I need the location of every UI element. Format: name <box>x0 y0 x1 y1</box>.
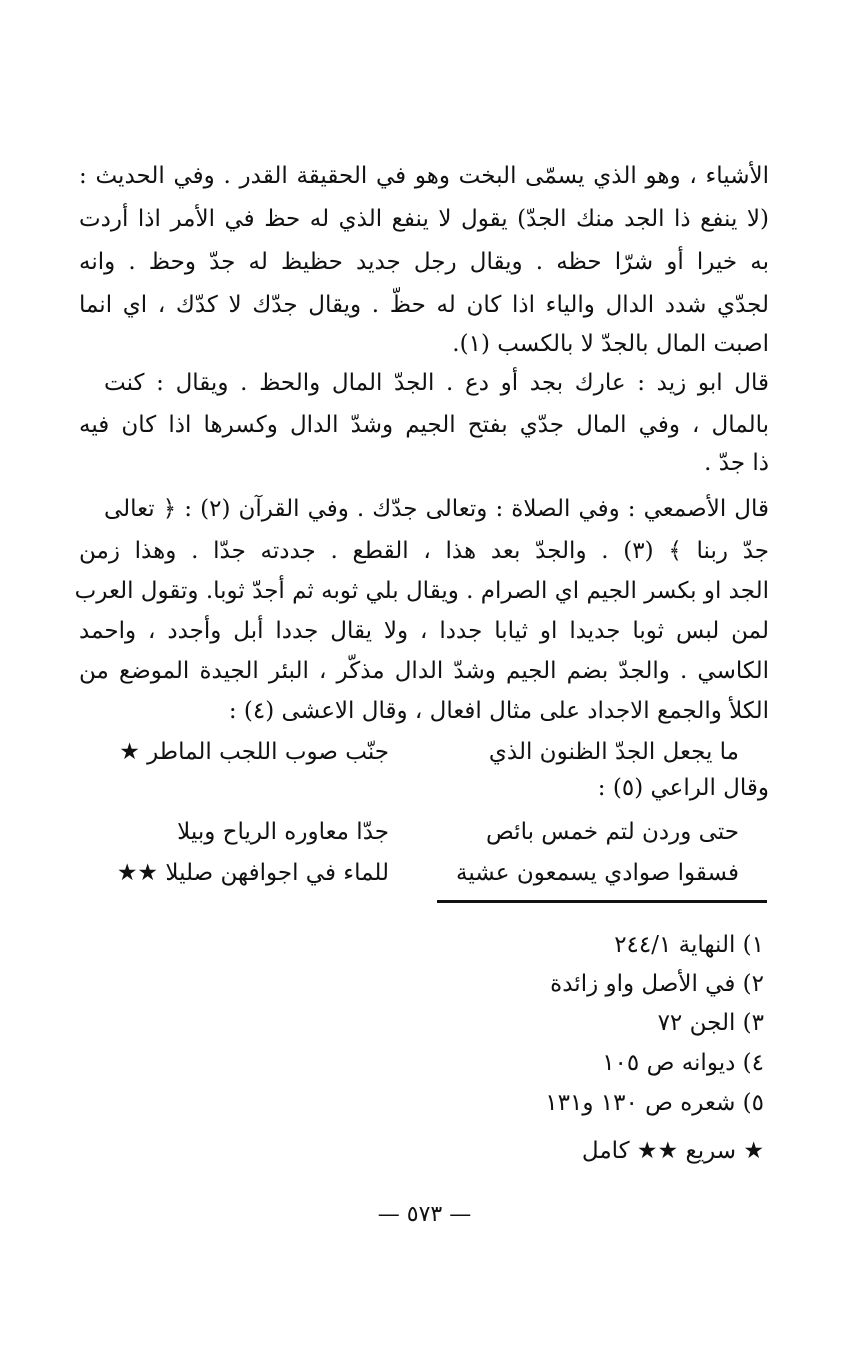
text-line: قال ابو زيد : عارك بجد أو دع . الجدّ المال والحظ . ويقال : كنت <box>104 370 769 396</box>
verse-line <box>59 815 739 849</box>
text-line: بالمال ، وفي المال جدّي بفتح الجيم وشدّ الدال وكسرها اذا كان فيه <box>79 412 769 438</box>
text-line: لجدّي شدد الدال والياء اذا كان له حظّ . ويقال جدّك لا كدّك ، اي انما <box>79 292 769 318</box>
text-line: الكاسي . والجدّ بضم الجيم وشدّ الدال مذكّر ، البئر الجيدة الموضع من <box>79 658 769 684</box>
text-line: الكلأ والجمع الاجداد على مثال افعال ، وقال الاعشى (٤) : <box>228 698 769 724</box>
verse-hemistich-second: جنّب صوب اللجب الماطر ★ <box>119 739 389 765</box>
text-line: الجد او بكسر الجيم اي الصرام . ويقال بلي ثوبه ثم أجدّ ثوبا. وتقول العرب <box>74 578 769 604</box>
text-line: (لا ينفع ذا الجد منك الجدّ) يقول لا ينفع الذي له حظ في الأمر اذا أردت <box>79 206 769 232</box>
footnote: ٢) في الأصل واو زائدة <box>550 971 764 997</box>
verse-line <box>59 856 739 890</box>
footnote: ٥) شعره ص ١٣٠ و١٣١ <box>545 1090 764 1116</box>
footnote-divider <box>437 900 767 903</box>
verse-hemistich-second: للماء في اجوافهن صليلا ★★ <box>116 860 389 886</box>
text-line: به خيرا أو شرّا حظه . ويقال رجل جديد حظيظ له جدّ وحظ . وانه <box>79 249 769 275</box>
text-line: ذا جدّ . <box>704 450 769 476</box>
footnote: ٤) ديوانه ص ١٠٥ <box>602 1050 764 1076</box>
footnote: ٣) الجن ٧٢ <box>657 1010 764 1036</box>
verse-hemistich-second: جدّا معاوره الرياح وبيلا <box>177 819 389 845</box>
meter-note: ★ سريع ★★ كامل <box>581 1138 764 1164</box>
text-line: لمن لبس ثوبا جديدا او ثيابا جددا ، ولا يقال جددا أبل وأجدد ، واحمد <box>79 618 769 644</box>
verse-intro: وقال الراعي (٥) : <box>597 775 769 801</box>
verse-hemistich-first: ما يجعل الجدّ الظنون الذي <box>488 739 739 765</box>
text-line: جدّ ربنا ﴾ (٣) . والجدّ بعد هذا ، القطع . جددته جدّا . وهذا زمن <box>79 538 769 564</box>
verse-hemistich-first: حتى وردن لتم خمس بائص <box>486 819 739 845</box>
verse-hemistich-first: فسقوا صوادي يسمعون عشية <box>456 860 739 886</box>
page-number: — ٥٧٣ — <box>377 1202 472 1227</box>
footnote: ١) النهاية ٢٤٤/١ <box>614 932 764 958</box>
text-line: اصبت المال بالجدّ لا بالكسب (١). <box>452 331 769 357</box>
verse-line <box>59 735 739 769</box>
text-line: قال الأصمعي : وفي الصلاة : وتعالى جدّك . وفي القرآن (٢) : ﴿ تعالى <box>104 496 769 522</box>
text-line: الأشياء ، وهو الذي يسمّى البخت وهو في الحقيقة القدر . وفي الحديث : <box>79 163 769 189</box>
